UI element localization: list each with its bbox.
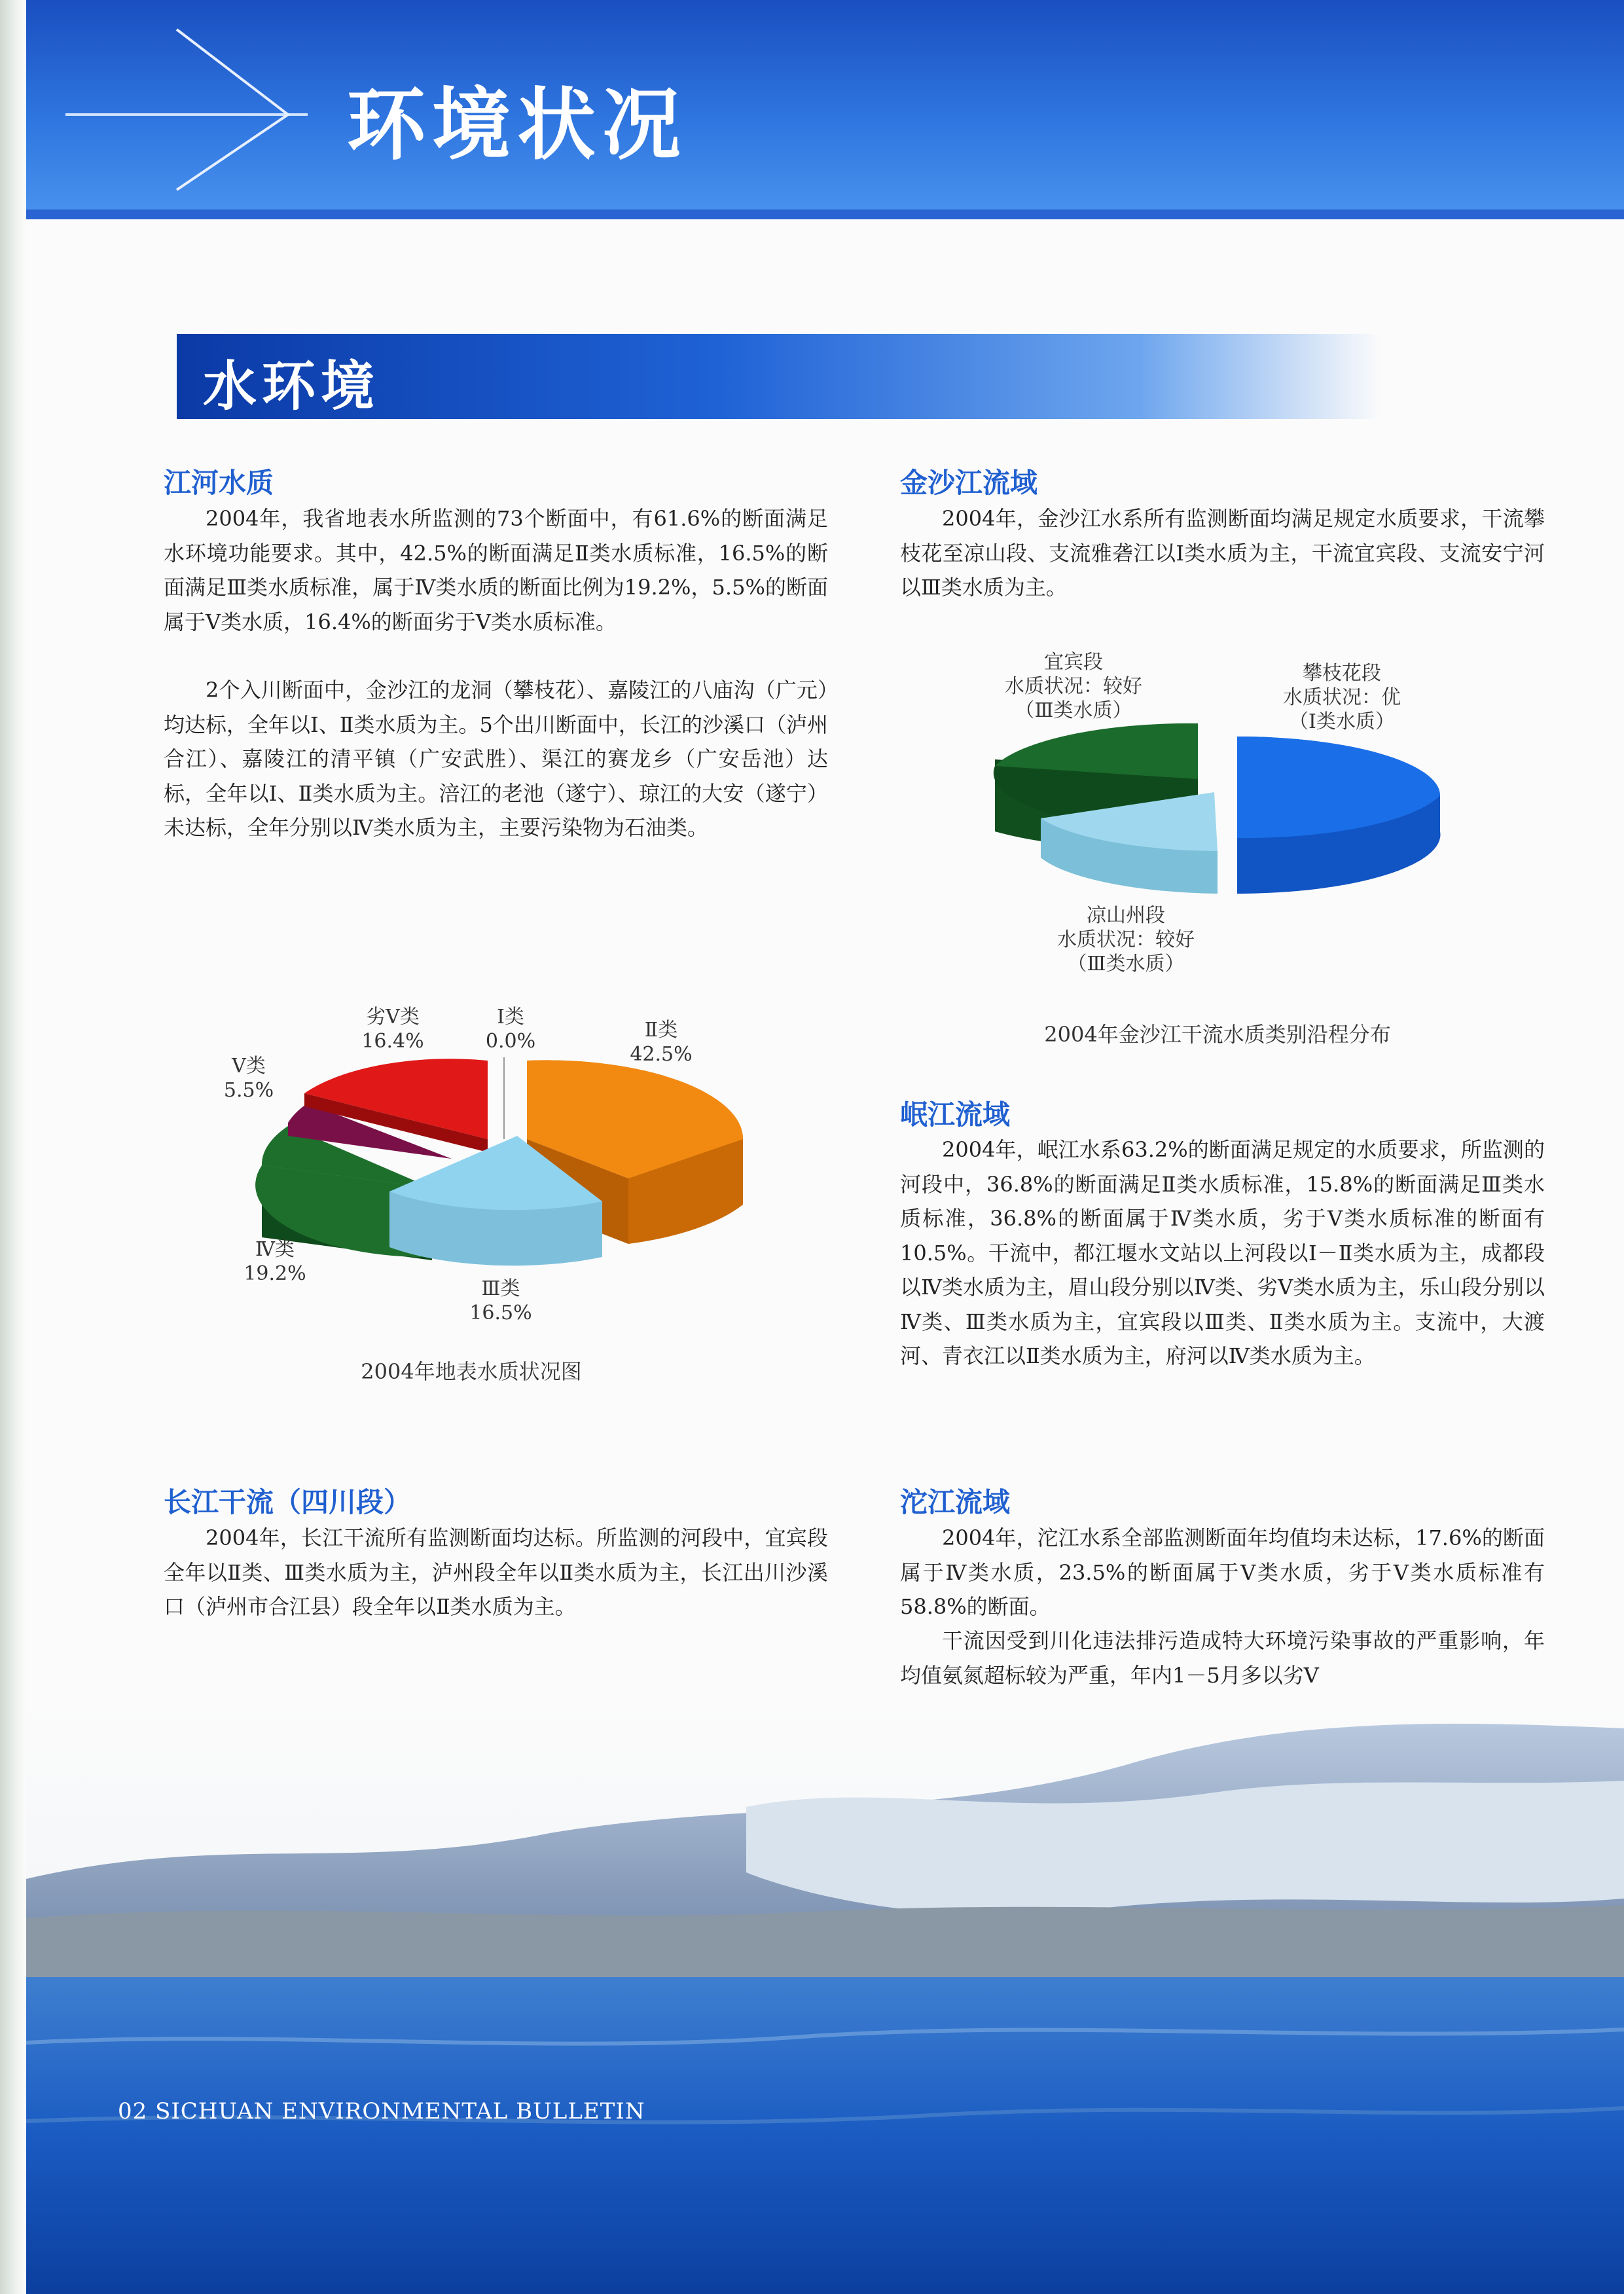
heading-changjiang: 长江干流（四川段）	[164, 1486, 412, 1518]
heading-tuojiang: 沱江流域	[900, 1486, 1011, 1518]
landscape-photo	[26, 1702, 1624, 2294]
paragraph-minjiang-1: 2004年，岷江水系63.2%的断面满足规定的水质要求，所监测的河段中，36.8%的断面满足Ⅱ类水质标准，15.8%的断面满足Ⅲ类水质标准，36.8%的断面属于Ⅳ类水质，劣于Ⅴ类水质标准的断面有10.5%。干流中，都江堰水文站以上河段以Ⅰ－Ⅱ类水质为主，成都段以Ⅳ类水质为主，眉山段分别以Ⅳ类、劣Ⅴ类水质为主，乐山段分别以Ⅳ类、Ⅲ类水质为主，宜宾段以Ⅲ类、Ⅱ类水质为主。支流中，大渡河、青衣江以Ⅱ类水质为主，府河以Ⅳ类水质为主。	[900, 1137, 1545, 1368]
pie2-label-panzhihua: 攀枝花段 水质状况：优 （Ⅰ类水质）	[1283, 662, 1401, 733]
header-band	[26, 0, 1624, 219]
pie2-label-liangshan: 凉山州段 水质状况：较好 （Ⅲ类水质）	[1057, 904, 1195, 975]
section-title: 水环境	[203, 355, 380, 418]
pie1-label-worse-v: 劣Ⅴ类 16.4%	[361, 1006, 424, 1053]
pie1-label-iv: Ⅳ类 19.2%	[244, 1238, 306, 1285]
footer-page-label: 02 SICHUAN ENVIRONMENTAL BULLETIN	[118, 2098, 645, 2124]
paragraph-jianghe-2: 2个入川断面中，金沙江的龙洞（攀枝花）、嘉陵江的八庙沟（广元）均达标，全年以Ⅰ、Ⅱ类水质为主。5个出川断面中，长江的沙溪口（泸州合江）、嘉陵江的清平镇（广安武胜）、渠江的赛龙乡（广安岳池）达标，全年以Ⅰ、Ⅱ类水质为主。涪江的老池（遂宁）、琼江的大安（遂宁）未达标，全年分别以Ⅳ类水质为主，主要污染物为石油类。	[164, 678, 828, 840]
pie2-caption: 2004年金沙江干流水质类别沿程分布	[1044, 1022, 1391, 1047]
paragraph-jianghe-1: 2004年，我省地表水所监测的73个断面中，有61.6%的断面满足水环境功能要求。其中，42.5%的断面满足Ⅱ类水质标准，16.5%的断面满足Ⅲ类水质标准，属于Ⅳ类水质的断面比例为19.2%，5.5%的断面属于Ⅴ类水质，16.4%的断面劣于Ⅴ类水质标准。	[164, 506, 828, 634]
pie2-label-yibin: 宜宾段 水质状况：较好 （Ⅲ类水质）	[1005, 651, 1142, 722]
page-title: 环境状况	[347, 80, 687, 171]
heading-jianghe: 江河水质	[164, 467, 274, 499]
paragraph-jinsha-1: 2004年，金沙江水系所有监测断面均满足规定水质要求，干流攀枝花至凉山段、支流雅砻江以Ⅰ类水质为主，干流宜宾段、支流安宁河以Ⅲ类水质为主。	[900, 506, 1545, 600]
section-bar	[177, 334, 1381, 419]
pie1-caption: 2004年地表水质状况图	[361, 1359, 582, 1384]
paragraph-changjiang-1: 2004年，长江干流所有监测断面均达标。所监测的河段中，宜宾段全年以Ⅱ类、Ⅲ类水质为主，泸州段全年以Ⅱ类水质为主，长江出川沙溪口（泸州市合江县）段全年以Ⅱ类水质为主。	[164, 1525, 828, 1619]
pie1-label-ii: Ⅱ类 42.5%	[630, 1019, 693, 1066]
pie-chart-jinsha-distribution	[988, 720, 1460, 910]
pie1-label-iii: Ⅲ类 16.5%	[469, 1277, 532, 1324]
paragraph-tuojiang-2: 干流因受到川化违法排污造成特大环境污染事故的严重影响，年均值氨氮超标较为严重，年内1－5月多以劣Ⅴ	[900, 1628, 1545, 1688]
heading-jinsha: 金沙江流域	[900, 467, 1038, 499]
paragraph-tuojiang-1: 2004年，沱江水系全部监测断面年均值均未达标，17.6%的断面属于Ⅳ类水质，23.5%的断面属于Ⅴ类水质，劣于Ⅴ类水质标准有58.8%的断面。	[900, 1525, 1545, 1619]
pie1-label-i: Ⅰ类 0.0%	[485, 1006, 536, 1053]
pie-chart-water-quality	[236, 1041, 772, 1283]
heading-minjiang: 岷江流域	[900, 1099, 1011, 1131]
page-binding-edge	[0, 0, 26, 2294]
pie1-label-v: Ⅴ类 5.5%	[223, 1055, 274, 1102]
header-arrow-graphic	[26, 0, 1624, 219]
